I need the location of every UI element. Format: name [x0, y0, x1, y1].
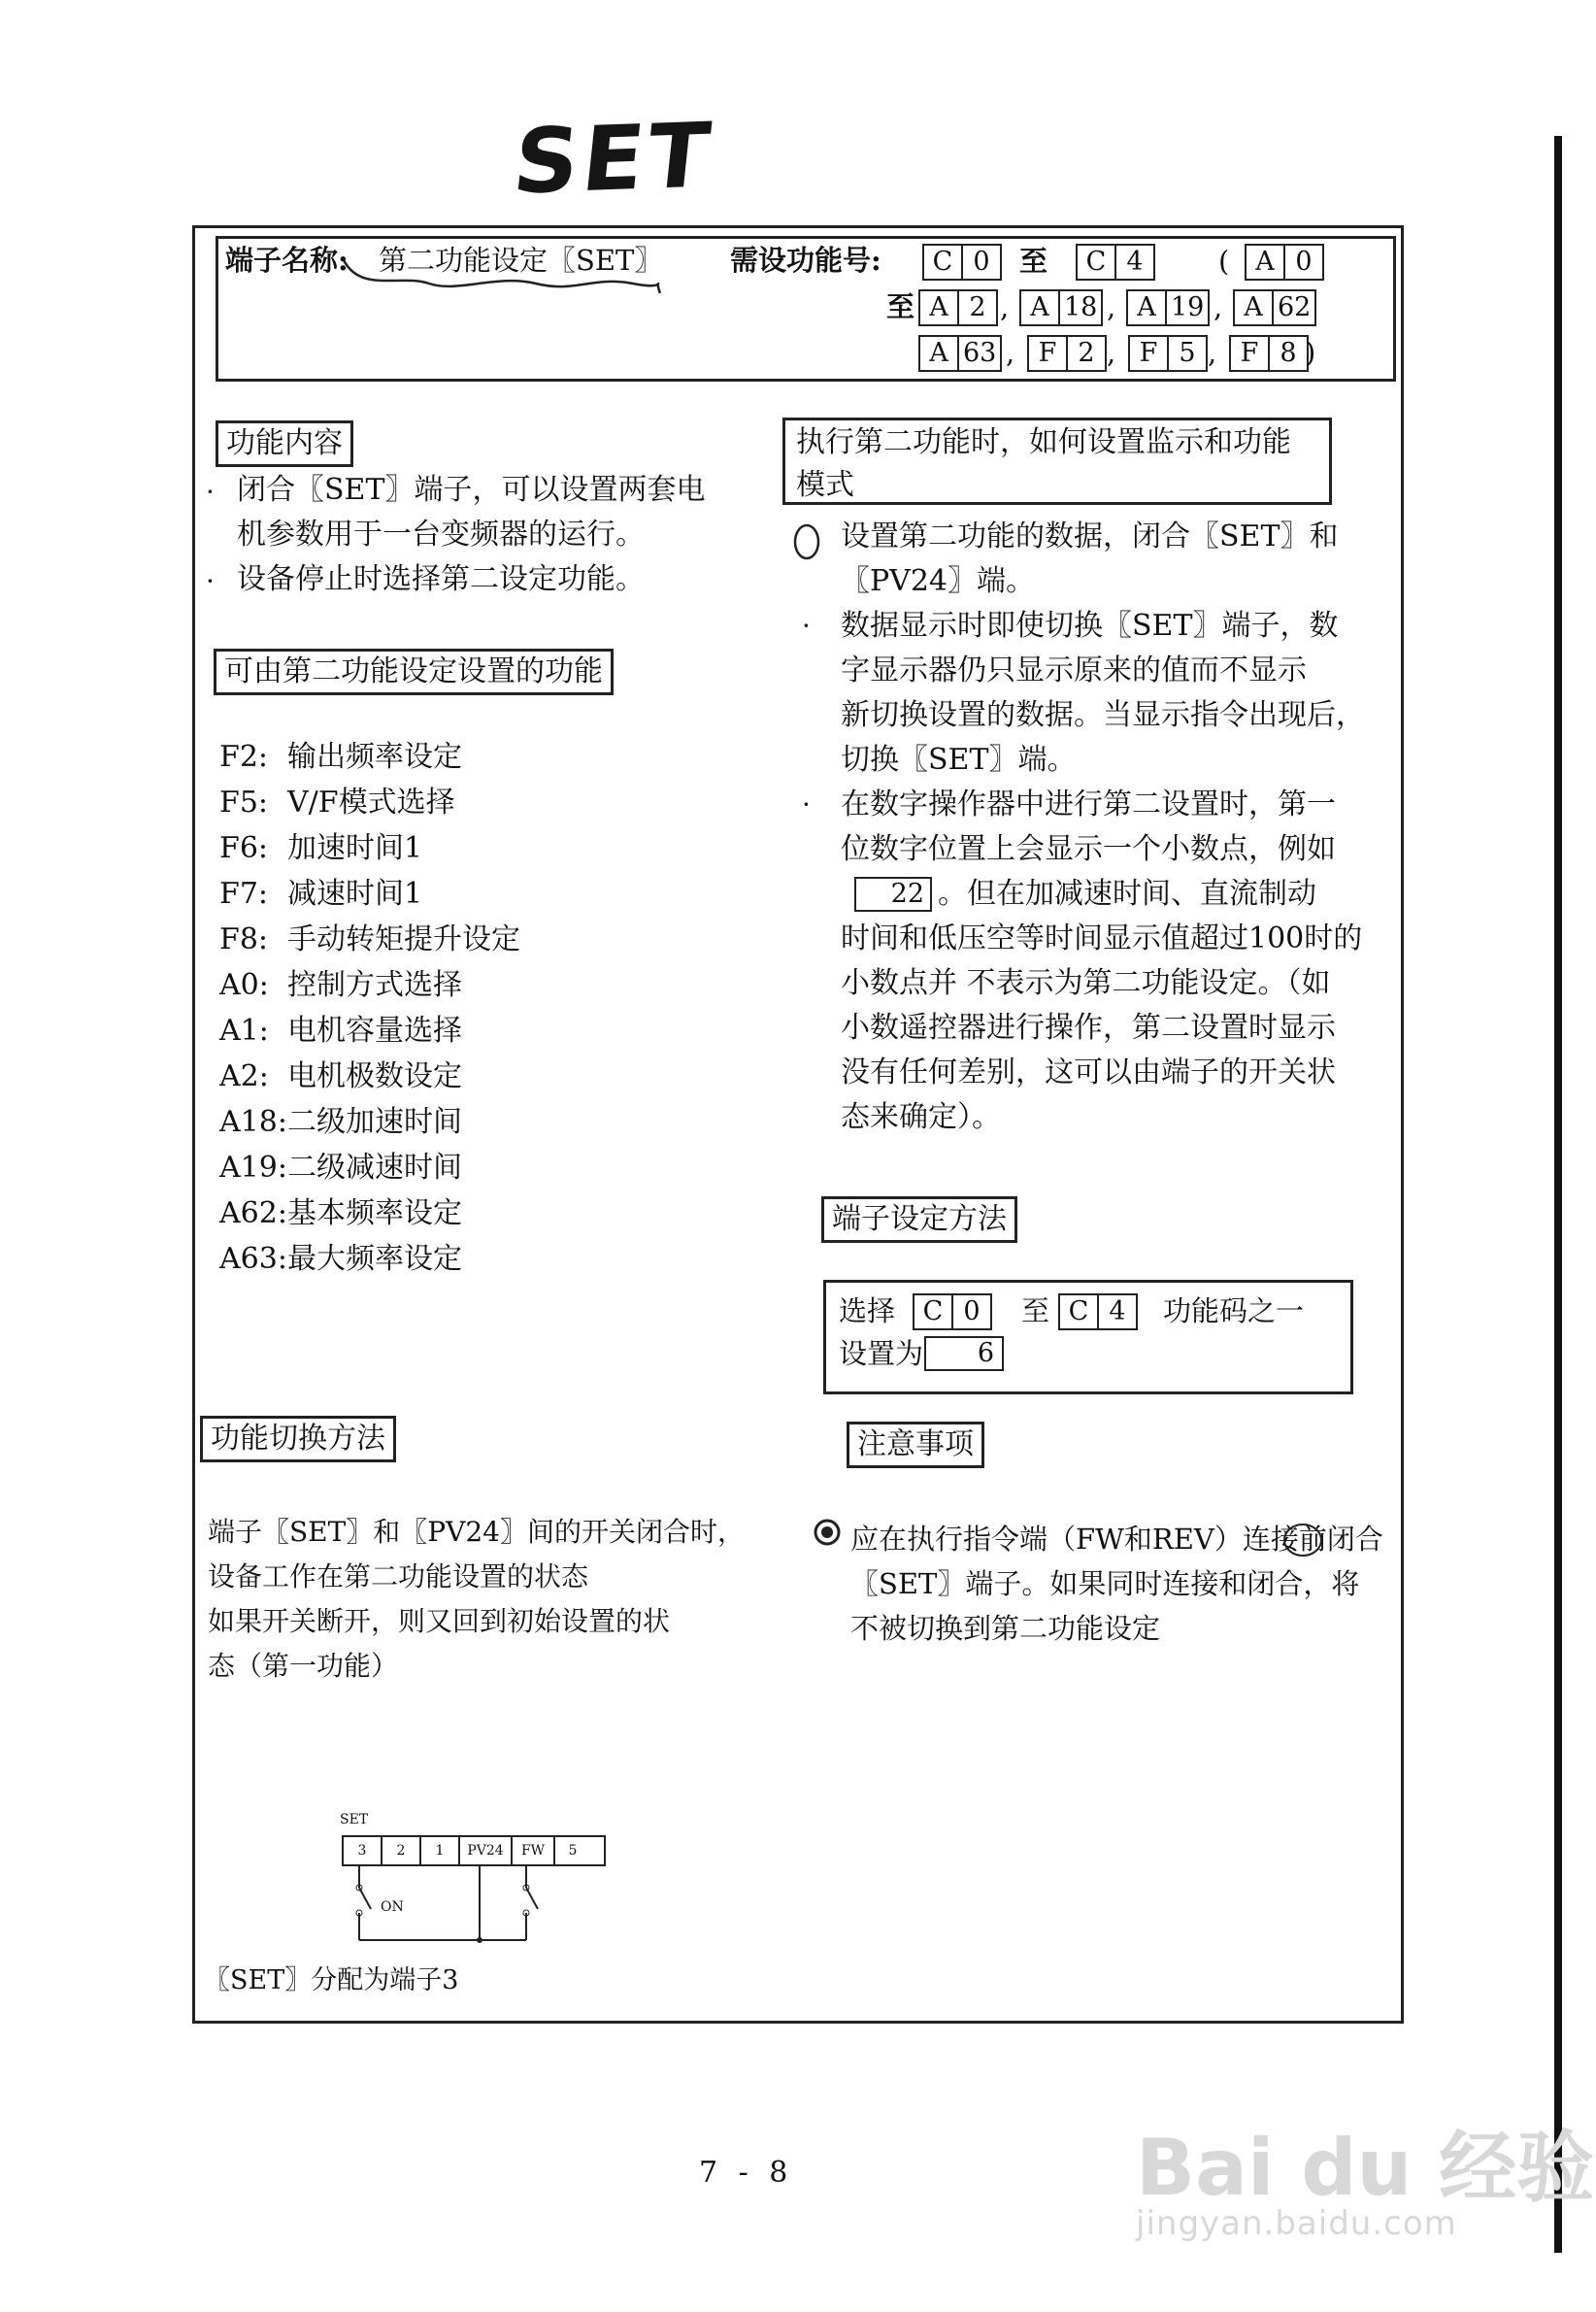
- bullet-dot: ·: [206, 476, 215, 508]
- method-value-box: 6: [924, 1336, 1004, 1371]
- monitor-line: 设置第二功能的数据，闭合〖SET〗和: [841, 519, 1339, 553]
- list-item: F7: 减速时间1: [219, 877, 423, 911]
- list-item: A2: 电机极数设定: [219, 1059, 462, 1093]
- notes-line: 不被切换到第二功能设定: [850, 1612, 1161, 1645]
- comma-3: ,: [1214, 290, 1223, 323]
- list-item: F8: 手动转矩提升设定: [219, 922, 520, 956]
- monitor-line: 态来确定）。: [841, 1100, 1001, 1134]
- settable-list: [219, 734, 520, 1282]
- monitor-body: [841, 515, 1365, 1140]
- code-f5: F 5: [1128, 335, 1208, 372]
- diagram-on-label: ON: [381, 1899, 404, 1915]
- code-a62: A 62: [1233, 289, 1316, 326]
- comma-1: ,: [1000, 290, 1010, 323]
- list-item: A19:二级减速时间: [219, 1151, 462, 1185]
- monitor-title-line2: 模式: [796, 468, 854, 502]
- code-a0: A 0: [1245, 244, 1324, 281]
- terminal-cell: 3: [344, 1837, 382, 1864]
- monitor-line: 小数点并 不表示为第二功能设定。（如: [841, 966, 1331, 1000]
- terminal-name-value: 第二功能设定〖SET〗: [379, 244, 663, 277]
- monitor-line: 时间和低压空等时间显示值超过100时的: [841, 921, 1363, 955]
- monitor-line: 字显示器仍只显示原来的值而不显示: [841, 653, 1307, 687]
- monitor-line: 数据显示时即使切换〖SET〗端子，数: [841, 609, 1339, 643]
- list-item: F5: V/F模式选择: [219, 786, 455, 820]
- code-a19: A 19: [1126, 289, 1210, 326]
- monitor-line: 在数字操作器中进行第二设置时，第一: [841, 787, 1336, 821]
- switch-method-body: [208, 1510, 745, 1689]
- comma-6: ,: [1208, 336, 1217, 369]
- assign-note: 〖SET〗分配为端子3: [204, 1965, 459, 1995]
- bullet-dot: ·: [802, 610, 811, 642]
- terminal-cell: 2: [382, 1837, 421, 1864]
- diagram-set-label: SET: [340, 1812, 369, 1827]
- to-label-2: 至: [886, 290, 915, 323]
- settable-title: 可由第二功能设定设置的功能: [214, 649, 614, 695]
- method-code-c0: C 0: [913, 1293, 992, 1330]
- monitor-line: 新切换设置的数据。当显示指令出现后，: [841, 698, 1365, 732]
- method-code-c4: C 4: [1058, 1293, 1138, 1330]
- circle-mark-icon: [792, 522, 821, 561]
- monitor-line: 小数遥控器进行操作，第二设置时显示: [841, 1011, 1336, 1045]
- code-a2: A 2: [918, 289, 998, 326]
- monitor-line: 位数字位置上会显示一个小数点，例如: [841, 832, 1336, 866]
- list-item: F6: 加速时间1: [219, 831, 423, 865]
- bullet-dot: ·: [206, 565, 215, 597]
- function-line: 闭合〖SET〗端子，可以设置两套电: [237, 473, 706, 507]
- function-line: 设备停止时选择第二设定功能。: [237, 562, 645, 596]
- list-item: F2: 输出频率设定: [219, 740, 462, 774]
- switch-line: 端子〖SET〗和〖PV24〗间的开关闭合时，: [208, 1516, 745, 1548]
- watermark-url: jingyan.baidu.com: [1136, 2204, 1457, 2243]
- handwritten-underline: [342, 254, 662, 299]
- method-set: 设置为: [839, 1337, 924, 1370]
- monitor-line: 切换〖SET〗端。: [841, 743, 1077, 777]
- note-marker-icon: [812, 1517, 843, 1548]
- notes-line: 应在执行指令端（FW和REV）连接前闭合: [850, 1523, 1383, 1556]
- list-item: A0: 控制方式选择: [219, 968, 462, 1002]
- terminal-cell: PV24: [460, 1837, 513, 1864]
- code-f8: F 8: [1229, 335, 1309, 372]
- display-example-box: 22: [854, 877, 932, 912]
- notes-line: 〖SET〗端子。如果同时连接和闭合，将: [850, 1567, 1360, 1600]
- page-number: 7 - 8: [699, 2156, 794, 2190]
- list-item: A18:二级加速时间: [219, 1105, 462, 1139]
- monitor-line: 〖PV24〗端。: [841, 564, 1036, 598]
- to-label-1: 至: [1019, 245, 1048, 278]
- handwritten-title: SET: [508, 103, 718, 215]
- switch-line: 如果开关断开，则又回到初始设置的状: [208, 1605, 671, 1637]
- monitor-line: 没有任何差别，这可以由端子的开关状: [841, 1055, 1336, 1089]
- function-content-title: 功能内容: [216, 420, 353, 467]
- method-to: 至: [1021, 1294, 1050, 1327]
- monitor-line: 。但在加减速时间、直流制动: [938, 877, 1316, 911]
- method-select: 选择: [839, 1294, 896, 1327]
- method-title: 端子设定方法: [821, 1196, 1017, 1243]
- paren-close: ): [1305, 336, 1316, 369]
- function-no-label: 需设功能号:: [730, 244, 881, 277]
- terminal-cell: 1: [421, 1837, 460, 1864]
- watermark-logo: Bai du 经验: [1136, 2123, 1595, 2213]
- terminal-name-label: 端子名称:: [225, 244, 349, 277]
- comma-4: ,: [1006, 336, 1015, 369]
- comma-5: ,: [1107, 336, 1116, 369]
- code-c4: C 4: [1076, 244, 1155, 281]
- list-item: A62:基本频率设定: [219, 1196, 462, 1230]
- notes-title: 注意事项: [847, 1422, 984, 1468]
- list-item: A63:最大频率设定: [219, 1242, 462, 1276]
- scan-edge-line: [1554, 136, 1562, 2253]
- code-a63: A 63: [918, 335, 1002, 372]
- terminal-cell: FW: [513, 1837, 555, 1864]
- switch-line: 态（第一功能）: [208, 1650, 399, 1682]
- code-a18: A 18: [1019, 289, 1103, 326]
- monitor-title-line1: 执行第二功能时，如何设置监示和功能: [796, 425, 1291, 459]
- switch-line: 设备工作在第二功能设置的状态: [208, 1560, 589, 1592]
- code-c0: C 0: [922, 244, 1002, 281]
- method-func: 功能码之一: [1163, 1294, 1305, 1327]
- list-item: A1: 电机容量选择: [219, 1014, 462, 1048]
- terminal-cell: 5: [568, 1843, 578, 1859]
- function-content-body: [237, 468, 705, 602]
- function-line: 机参数用于一台变频器的运行。: [237, 518, 645, 552]
- switch-method-title: 功能切换方法: [200, 1416, 396, 1462]
- code-f2: F 2: [1027, 335, 1107, 372]
- comma-2: ,: [1107, 290, 1116, 323]
- handwritten-circle: [1281, 1521, 1324, 1559]
- bullet-dot: ·: [802, 788, 811, 821]
- paren-open: (: [1218, 245, 1230, 278]
